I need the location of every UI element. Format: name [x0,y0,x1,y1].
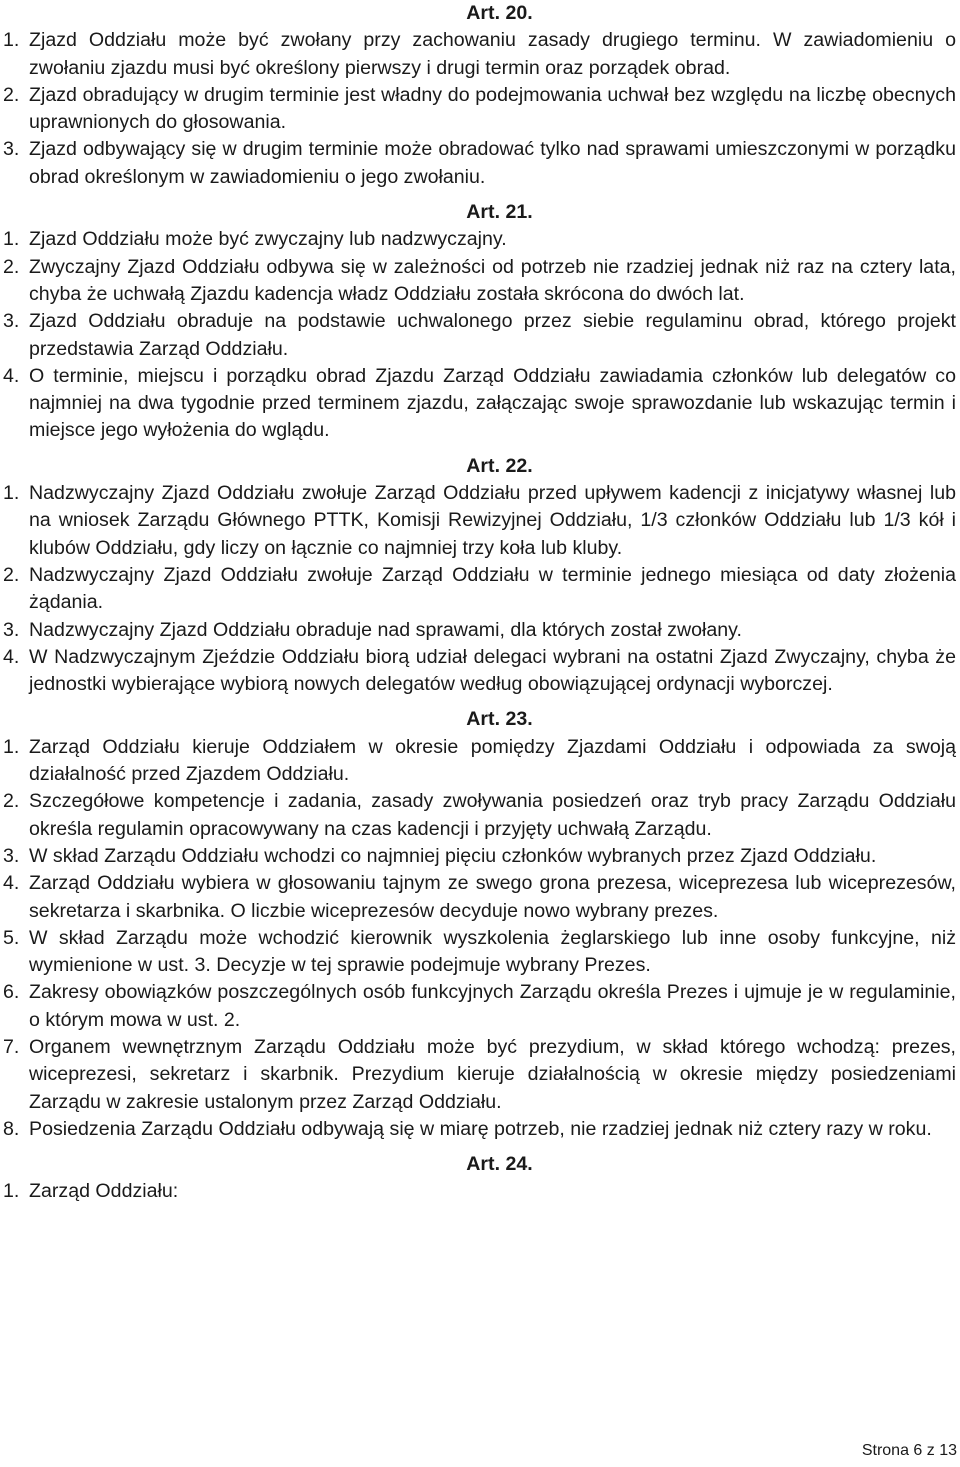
article-section [3,453,956,699]
paragraph-text: Zakresy obowiązków poszczególnych osób funkcyjnych Zarządu określa Prezes i ujmuje je w regulaminie, o którym mowa w ust. 2. [29,981,956,1031]
paragraph-number: 1. [3,1180,20,1203]
paragraph-text: W Nadzwyczajnym Zjeździe Oddziału biorą udział delegaci wybrani na ostatni Zjazd Zwyczajny, chyba że jednostki wybierające wybiorą nowych delegatów według obowiązującej ordynacji wyborczej. [29,645,956,696]
paragraph [3,27,956,82]
paragraph [3,1116,956,1143]
paragraph [3,734,956,789]
paragraph-number: 3. [3,310,20,333]
paragraph-number: 2. [3,255,20,278]
paragraph-number: 2. [3,790,20,813]
paragraph-text: Zwyczajny Zjazd Oddziału odbywa się w zależności od potrzeb nie rzadziej jednak niż raz na cztery lata, chyba że uchwałą Zjazdu kadencja władz Oddziału została skrócona do dwóch lat. [29,255,956,305]
paragraph-text: Nadzwyczajny Zjazd Oddziału obraduje nad sprawami, dla których został zwołany. [29,618,742,641]
article-heading: Art. 21. [466,201,533,224]
paragraph [3,363,956,445]
paragraph-text: W skład Zarządu może wchodzić kierownik wyszkolenia żeglarskiego lub inne osoby funkcyjne, niż wymienione w ust. 3. Decyzje w tej sprawie podejmuje wybrany Prezes. [29,926,956,977]
article-section [3,706,956,1143]
paragraph [3,136,956,191]
paragraph [3,925,956,980]
paragraph-text: Nadzwyczajny Zjazd Oddziału zwołuje Zarząd Oddziału przed upływem kadencji z inicjatywy własnej lub na wniosek Zarządu Głównego PTTK, Komisji Rewizyjnej Oddziału, 1/3 członków Oddziału lub 1/3 kół i klubów Oddziału, gdy liczy on łącznie co najmniej trzy koła lub kluby. [29,482,956,559]
paragraph [3,843,956,870]
paragraph-number: 1. [3,482,20,505]
paragraph [3,226,956,253]
paragraph-number: 3. [3,138,20,161]
paragraph-text: Zarząd Oddziału kieruje Oddziałem w okresie pomiędzy Zjazdami Oddziału i odpowiada za swoją działalność przed Zjazdem Oddziału. [29,735,956,786]
paragraph [3,82,956,137]
paragraph-number: 5. [3,926,20,949]
article-heading: Art. 22. [466,454,533,477]
paragraph-number: 8. [3,1117,20,1140]
paragraph [3,562,956,617]
paragraph-number: 1. [3,735,20,758]
paragraph-text: Zjazd odbywający się w drugim terminie może obradować tylko nad sprawami umieszczonymi w porządku obrad określonym w zawiadomieniu o jego zwołaniu. [29,138,956,188]
paragraph-text: Zjazd Oddziału obraduje na podstawie uchwalonego przez siebie regulaminu obrad, którego projekt przedstawia Zarząd Oddziału. [29,310,956,360]
paragraph-number: 1. [3,29,20,52]
paragraph-number: 1. [3,228,20,251]
paragraph [3,979,956,1034]
paragraph-number: 3. [3,618,20,641]
document-body [3,0,956,1206]
article-heading: Art. 24. [466,1153,533,1176]
paragraph-number: 3. [3,844,20,867]
paragraph-text: Zarząd Oddziału wybiera w głosowaniu tajnym ze swego grona prezesa, wiceprezesa lub wiceprezesów, sekretarza i skarbnika. O liczbie wiceprezesów decyduje nowo wybrany prezes. [29,872,956,922]
article-heading: Art. 23. [466,708,533,731]
paragraph-number: 4. [3,872,20,895]
article-section [3,199,956,445]
paragraph-text: Zjazd Oddziału może być zwołany przy zachowaniu zasady drugiego terminu. W zawiadomieniu o zwołaniu zjazdu musi być określony pierwszy i drugi termin oraz porządek obrad. [29,29,956,79]
paragraph [3,644,956,699]
paragraph-text: Zjazd obradujący w drugim terminie jest władny do podejmowania uchwał bez względu na liczbę obecnych uprawnionych do głosowania. [29,83,956,134]
paragraph [3,1178,956,1205]
paragraph-text: Nadzwyczajny Zjazd Oddziału zwołuje Zarząd Oddziału w terminie jednego miesiąca od daty złożenia żądania. [29,563,956,614]
paragraph-text: Posiedzenia Zarządu Oddziału odbywają się w miarę potrzeb, nie rzadziej jednak niż cztery razy w roku. [29,1117,932,1140]
paragraph-number: 2. [3,563,20,586]
paragraph [3,788,956,843]
paragraph [3,308,956,363]
paragraph-number: 2. [3,83,20,106]
paragraph [3,1034,956,1116]
paragraph [3,480,956,562]
paragraph-text: Szczegółowe kompetencje i zadania, zasady zwoływania posiedzeń oraz tryb pracy Zarządu Oddziału określa regulamin opracowywany na czas kadencji i przyjęty uchwałą Zarządu. [29,790,956,840]
paragraph-number: 6. [3,981,20,1004]
paragraph-number: 7. [3,1035,20,1058]
paragraph-number: 4. [3,645,20,668]
paragraph [3,254,956,309]
article-section [3,0,956,191]
article-section [3,1151,956,1206]
paragraph-number: 4. [3,364,20,387]
paragraph [3,617,956,644]
paragraph-text: Organem wewnętrznym Zarządu Oddziału może być prezydium, w skład którego wchodzą: prezes, wiceprezesi, sekretarz i skarbnik. Prezydium kieruje działalnością w okresie między posiedzeniami Zarządu w zakresie ustalonym przez Zarząd Oddziału. [29,1035,956,1113]
paragraph-text: W skład Zarządu Oddziału wchodzi co najmniej pięciu członków wybranych przez Zjazd Oddziału. [29,844,877,867]
paragraph-text: Zjazd Oddziału może być zwyczajny lub nadzwyczajny. [29,228,507,251]
paragraph [3,870,956,925]
paragraph-text: O terminie, miejscu i porządku obrad Zjazdu Zarząd Oddziału zawiadamia członków lub delegatów co najmniej na dwa tygodnie przed terminem zjazdu, załączając swoje sprawozdanie lub wskazując termin i miejsce jego wyłożenia do wglądu. [29,364,956,442]
article-heading: Art. 20. [466,2,533,24]
paragraph-text: Zarząd Oddziału: [29,1180,179,1203]
page-number: Strona 6 z 13 [861,1442,957,1459]
